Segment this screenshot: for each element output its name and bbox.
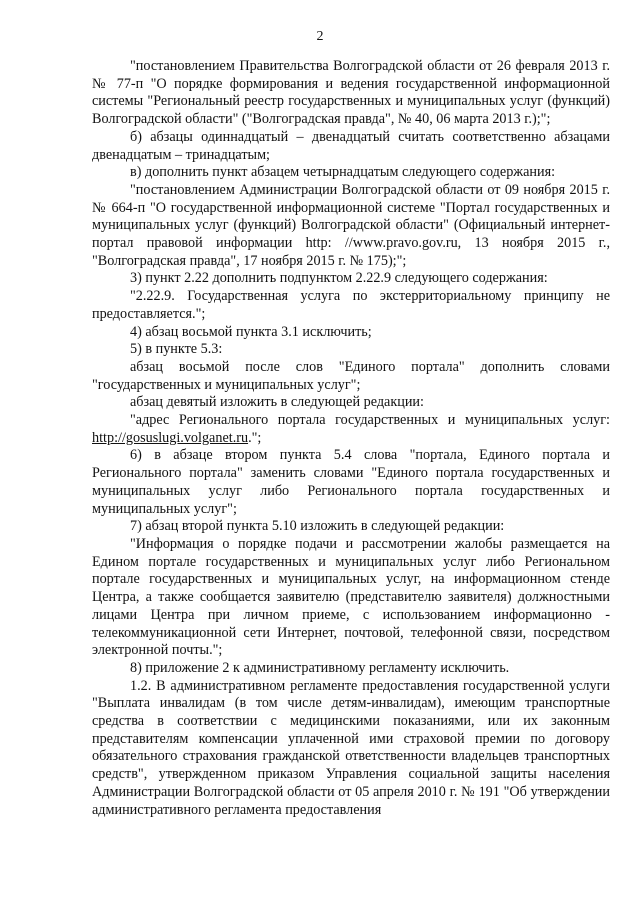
paragraph: 3) пункт 2.22 дополнить подпунктом 2.22.9 следующего содержания: — [130, 270, 548, 287]
paragraph: 6) в абзаце втором пункта 5.4 слова "портала, Единого портала и Регионального портала" заменить словами "Единого портала государственных и муниципальных услуг либо Регионального портала государственных и муниципальных услуг"; — [92, 447, 610, 517]
page-number: 2 — [316, 29, 324, 44]
paragraph: 8) приложение 2 к административному регламенту исключить. — [130, 659, 510, 676]
paragraph: 7) абзац второй пункта 5.10 изложить в следующей редакции: — [130, 518, 505, 535]
paragraph: абзац девятый изложить в следующей редакции: — [130, 394, 424, 411]
paragraph: "постановлением Правительства Волгоградской области от 26 февраля 2013 г. № 77-п "О порядке формирования и ведения государственной информационной системы "Региональный реестр государственных и муниципальных услуг (функций) Волгоградской области" ("Волгоградская правда", № 40, 06 марта 2013 г.);"; — [92, 58, 610, 128]
paragraph: "2.22.9. Государственная услуга по экстерриториальному принципу не предоставляется."; — [92, 288, 610, 322]
paragraph: "Информация о порядке подачи и рассмотрении жалобы размещается на Едином портале государственных и муниципальных услуг либо Региональном портале государственных и муниципальных услуг, на информационном стенде Центра, а также сообщается заявителю (представителю заявителя) должностными лицами Центра при личном приеме, с использованием информационно - телекоммуникационной сети Интернет, почтовой, телефонной связи, посредством электронной почты."; — [92, 535, 610, 659]
address-suffix: ."; — [248, 429, 262, 446]
document-body — [92, 58, 610, 819]
paragraph: в) дополнить пункт абзацем четырнадцатым следующего содержания: — [130, 164, 556, 181]
paragraph: 1.2. В административном регламенте предоставления государственной услуги "Выплата инвалидам (в том числе детям-инвалидам), имеющим транспортные средства в соответствии с медицинскими показаниями, или их законным представителям компенсации уплаченной ими страховой премии по договору обязательного страхования гражданской ответственности владельцев транспортных средств", утвержденном приказом Управления социальной защиты населения Администрации Волгоградской области от 05 апреля 2010 г. № 191 "Об утверждении административного регламента предоставления — [92, 677, 610, 818]
paragraph: "постановлением Администрации Волгоградской области от 09 ноября 2015 г. № 664-п "О государственной информационной системе "Портал государственных и муниципальных услуг (функций) Волгоградской области" (Официальный интернет-портал правовой информации http: //www.pravo.gov.ru, 13 ноября 2015 г., "Волгоградская правда", 17 ноября 2015 г. № 175);"; — [92, 181, 610, 269]
address-paragraph — [92, 412, 610, 447]
paragraph: б) абзацы одиннадцатый – двенадцатый считать соответственно абзацами двенадцатым – тринадцатым; — [92, 128, 610, 163]
paragraph: 4) абзац восьмой пункта 3.1 исключить; — [130, 323, 372, 340]
paragraph: 5) в пункте 5.3: — [130, 341, 223, 358]
address-prefix: "адрес Регионального портала государственных и муниципальных услуг: — [130, 412, 610, 429]
paragraph: абзац восьмой после слов "Единого портала" дополнить словами "государственных и муниципальных услуг"; — [92, 358, 610, 393]
regional-portal-link[interactable]: http://gosuslugi.volganet.ru — [92, 429, 249, 446]
